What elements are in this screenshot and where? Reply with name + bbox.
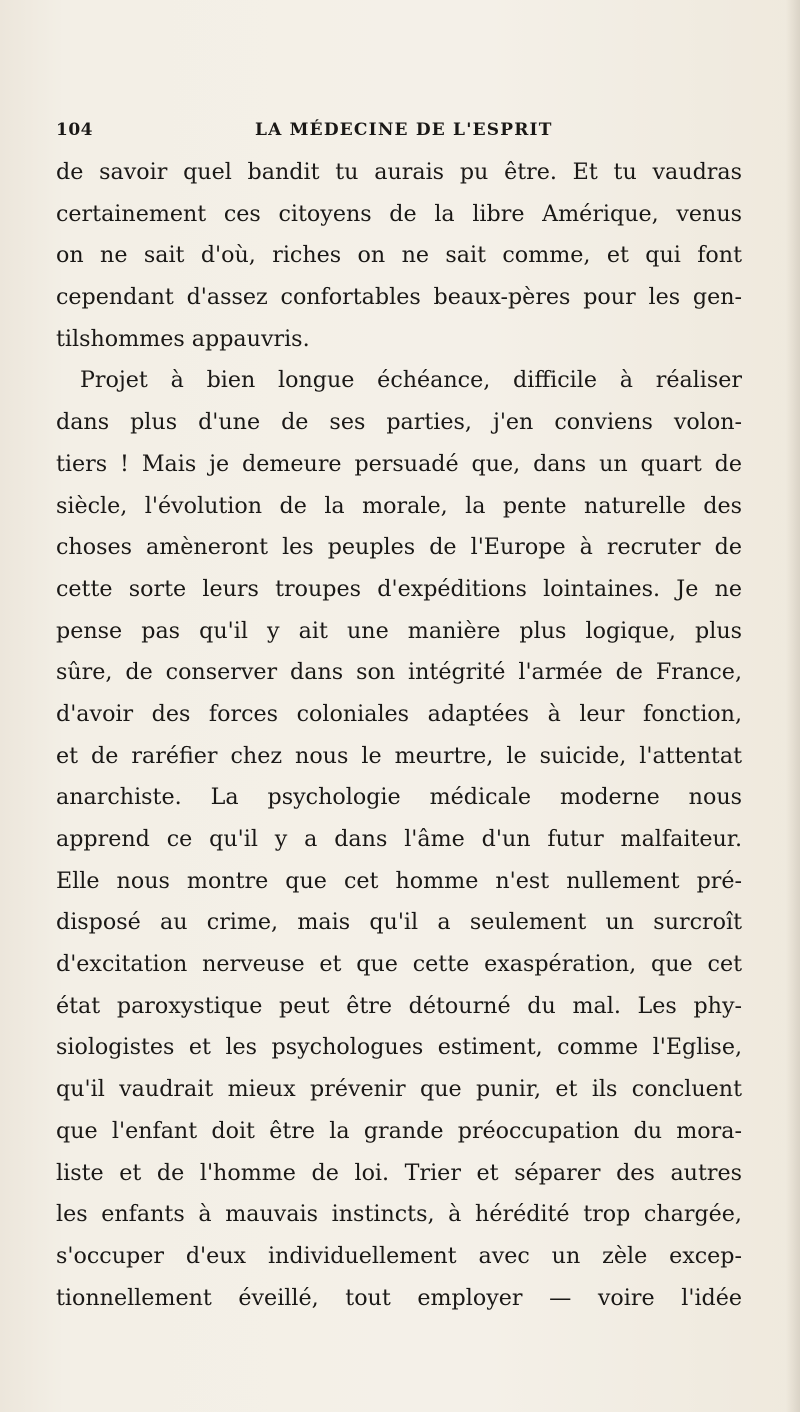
text-line: tilshommes appauvris. [56,325,310,352]
text-line: anarchiste. La psychologie médicale moderne nous [56,784,742,811]
text-line: siologistes et les psychologues estiment, comme l'Eglise, [56,1034,742,1061]
text-line: état paroxystique peut être détourné du mal. Les phy- [56,992,742,1019]
text-line: cette sorte leurs troupes d'expéditions lointaines. Je ne [56,575,742,602]
text-line: certainement ces citoyens de la libre Amérique, venus [56,200,742,227]
text-line: tionnellement éveillé, tout employer — voire l'idée [56,1284,742,1311]
text-line: s'occuper d'eux individuellement avec un zèle excep- [56,1242,742,1269]
text-line: sûre, de conserver dans son intégrité l'armée de France, [56,659,742,686]
text-line: Elle nous montre que cet homme n'est nullement pré- [56,867,742,894]
text-line: choses amèneront les peuples de l'Europe à recruter de [56,534,742,561]
text-line: que l'enfant doit être la grande préoccupation du mora- [56,1117,742,1144]
text-line: tiers ! Mais je demeure persuadé que, dans un quart de [56,450,742,477]
text-line: d'avoir des forces coloniales adaptées à leur fonction, [56,700,742,727]
text-line: liste et de l'homme de loi. Trier et séparer des autres [56,1159,742,1186]
text-line: on ne sait d'où, riches on ne sait comme, et qui font [56,242,742,269]
text-line: dans plus d'une de ses parties, j'en conviens volon- [56,409,742,436]
text-line: et de raréfier chez nous le meurtre, le suicide, l'attentat [56,742,742,769]
text-line: cependant d'assez confortables beaux-pères pour les gen- [56,284,742,311]
running-head: LA MÉDECINE DE L'ESPRIT [255,120,553,140]
page-number: 104 [56,120,93,140]
text-line: de savoir quel bandit tu aurais pu être. Et tu vaudras [56,159,742,185]
text-line: siècle, l'évolution de la morale, la pente naturelle des [56,492,742,519]
body-text [56,152,742,1319]
text-line: apprend ce qu'il y a dans l'âme d'un futur malfaiteur. [56,826,742,852]
text-line: pense pas qu'il y ait une manière plus logique, plus [56,617,742,644]
text-line: qu'il vaudrait mieux prévenir que punir, et ils concluent [56,1076,742,1103]
text-line: Projet à bien longue échéance, difficile à réaliser [80,367,742,394]
text-line: disposé au crime, mais qu'il a seulement un surcroît [56,909,742,936]
text-line: d'excitation nerveuse et que cette exaspération, que cet [56,951,742,978]
page-header [56,120,736,142]
page-edge-shadow [786,0,800,1412]
text-line: les enfants à mauvais instincts, à hérédité trop chargée, [56,1201,742,1228]
